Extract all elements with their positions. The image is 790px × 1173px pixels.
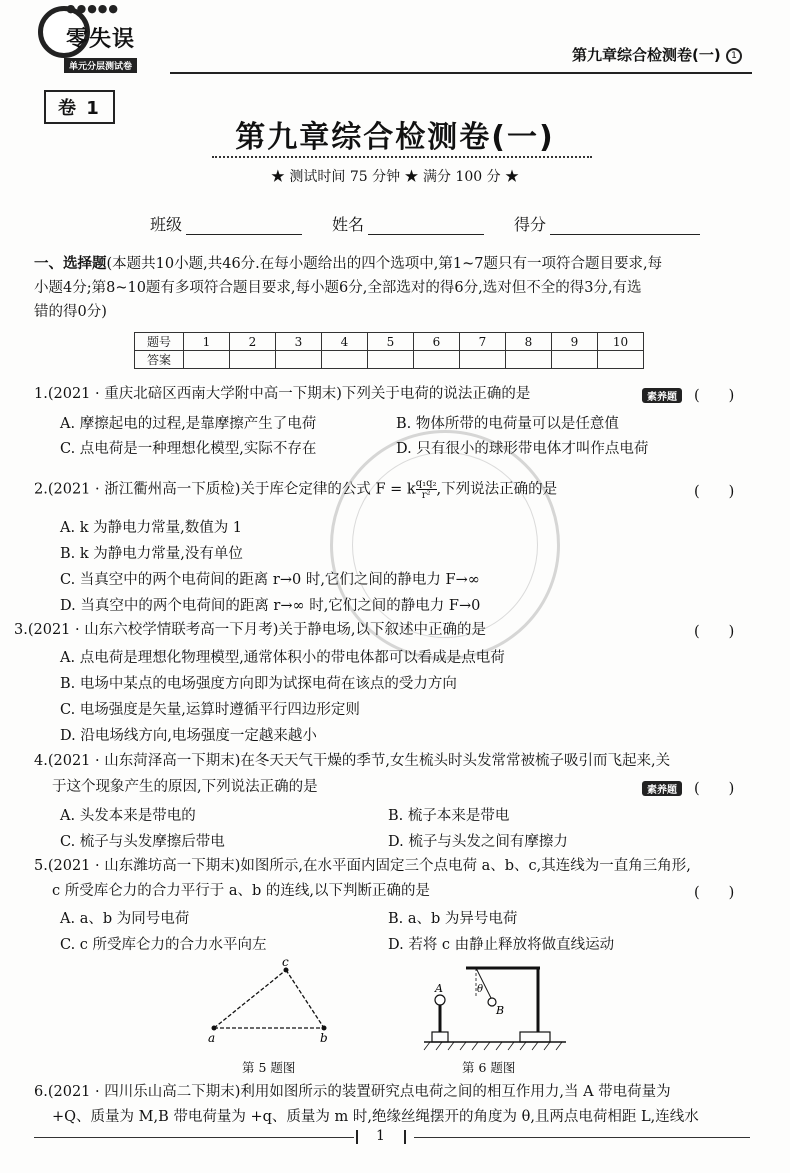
question-4: 4.(2021 · 山东菏泽高一下期末)在冬天天气干燥的季节,女生梳头时头发常常被梳子吸引而飞起来,关 [34,753,671,769]
label-c: c [282,956,289,969]
exam-info: ★ 测试时间 75 分钟 ★ 满分 100 分 ★ [270,169,520,185]
option[interactable]: C. c 所受库仑力的合力水平向左 [60,937,267,953]
answer-cell[interactable] [368,351,414,369]
logo-subtitle: 单元分层测试卷 [64,58,137,73]
answer-cell[interactable] [460,351,506,369]
answer-cell[interactable] [552,351,598,369]
option[interactable]: B. k 为静电力常量,没有单位 [60,546,243,562]
answer-paren: ( ) [694,624,735,640]
figure-6 [420,956,570,1052]
option[interactable]: C. 梳子与头发摩擦后带电 [60,834,225,850]
answer-cell[interactable] [506,351,552,369]
footer-rule-right [414,1137,750,1138]
score-field[interactable] [514,212,700,235]
option[interactable]: D. 当真空中的两个电荷间的距离 r→∞ 时,它们之间的静电力 F→0 [60,598,481,614]
option[interactable]: D. 梳子与头发之间有摩擦力 [388,834,568,850]
question-5-cont: c 所受库仑力的合力平行于 a、b 的连线,以下判断正确的是 [52,883,430,899]
answer-cell[interactable] [598,351,644,369]
question-5: 5.(2021 · 山东潍坊高一下期末)如图所示,在水平面内固定三个点电荷 a、b、c,其连线为一直角三角形, [34,858,691,874]
option[interactable]: A. a、b 为同号电荷 [60,911,190,927]
option[interactable]: D. 沿电场线方向,电场强度一定越来越小 [60,728,317,744]
page-circle-icon: 1 [726,48,742,64]
logo-text: 零失误 [66,27,136,52]
option[interactable]: C. 点电荷是一种理想化模型,实际不存在 [60,441,317,457]
option[interactable]: A. 头发本来是带电的 [60,808,196,824]
class-label: 班级 [150,215,183,234]
footer-rule-left [34,1137,354,1138]
question-4-cont: 于这个现象产生的原因,下列说法正确的是 [52,779,318,795]
section-heading: 一、选择题 [34,256,107,272]
answer-cell[interactable] [322,351,368,369]
footer-bar [404,1130,406,1144]
question-3: 3.(2021 · 山东六校学情联考高一下月考)关于静电场,以下叙述中正确的是 [14,622,486,638]
answer-table: 题号 1 2 3 4 5 6 7 8 9 10 答案 [134,332,644,369]
answer-cell[interactable] [276,351,322,369]
name-field[interactable] [332,212,484,235]
logo-dots: ●●●●● [66,2,119,15]
label-theta: θ [477,984,484,995]
title-divider [212,156,592,158]
figure-5-caption: 第 5 题图 [242,1060,296,1075]
student-fields [150,212,730,235]
option[interactable]: A. 摩擦起电的过程,是靠摩擦产生了电荷 [60,416,317,432]
name-label: 姓名 [332,215,365,234]
table-answer-label: 答案 [135,351,184,369]
option[interactable]: B. a、b 为异号电荷 [388,911,518,927]
header-rule [170,72,752,74]
option[interactable]: B. 物体所带的电荷量可以是任意值 [396,416,619,432]
page-number: 1 [376,1128,385,1144]
label-A: A [435,982,443,995]
answer-paren: ( ) [694,885,735,901]
answer-cell[interactable] [414,351,460,369]
question-6: 6.(2021 · 四川乐山高二下期末)利用如图所示的装置研究点电荷之间的相互作用力,当 A 带电荷量为 [34,1084,671,1100]
label-B: B [496,1004,505,1017]
footer-bar [356,1130,358,1144]
page-title: 第九章综合检测卷(一) [235,120,555,155]
figure-5 [200,956,340,1046]
running-title: 第九章综合检测卷(一) [572,46,721,64]
option[interactable]: C. 电场强度是矢量,运算时遵循平行四边形定则 [60,702,360,718]
label-b: b [320,1031,328,1045]
option[interactable]: D. 若将 c 由静止释放将做直线运动 [388,937,615,953]
option[interactable]: D. 只有很小的球形带电体才叫作点电荷 [396,441,649,457]
figure-6-caption: 第 6 题图 [462,1060,516,1075]
label-a: a [208,1031,216,1045]
literacy-tag: 素养题 [642,388,682,403]
volume-badge: 卷 1 [44,90,115,124]
score-label: 得分 [514,215,547,234]
answer-paren: ( ) [694,781,735,797]
answer-paren: ( ) [694,484,735,500]
class-field[interactable] [150,212,302,235]
option[interactable]: B. 电场中某点的电场强度方向即为试探电荷在该点的受力方向 [60,676,457,692]
question-2: 2.(2021 · 浙江衢州高一下质检)关于库仑定律的公式 F = k $\frac{\text{q₁q₂}}{\text{r²}}$ ,下列说法正确的是 [34,478,558,501]
literacy-tag: 素养题 [642,781,682,796]
answer-cell[interactable] [230,351,276,369]
option[interactable]: B. 梳子本来是带电 [388,808,510,824]
question-1: 1.(2021 · 重庆北碚区西南大学附中高一下期末)下列关于电荷的说法正确的是 [34,386,531,402]
answer-paren: ( ) [694,388,735,404]
section-instructions: 一、选择题(本题共10小题,共46分.在每小题给出的四个选项中,第1~7题只有一项符合题目要求,每 小题4分;第8~10题有多项符合题目要求,每小题6分,全部选对的得6分,选对但不全的得3分,有选 错的得0分) [34,256,663,320]
table-header-label: 题号 [135,333,184,351]
option[interactable]: A. k 为静电力常量,数值为 1 [60,520,243,536]
option[interactable]: C. 当真空中的两个电荷间的距离 r→0 时,它们之间的静电力 F→∞ [60,572,480,588]
question-6-cont: +Q、质量为 M,B 带电荷量为 +q、质量为 m 时,绝缘丝绳摆开的角度为 θ,且两点电荷相距 L,连线水 [52,1109,699,1125]
answer-cell[interactable] [184,351,230,369]
option[interactable]: A. 点电荷是理想化物理模型,通常体积小的带电体都可以看成是点电荷 [60,650,505,666]
